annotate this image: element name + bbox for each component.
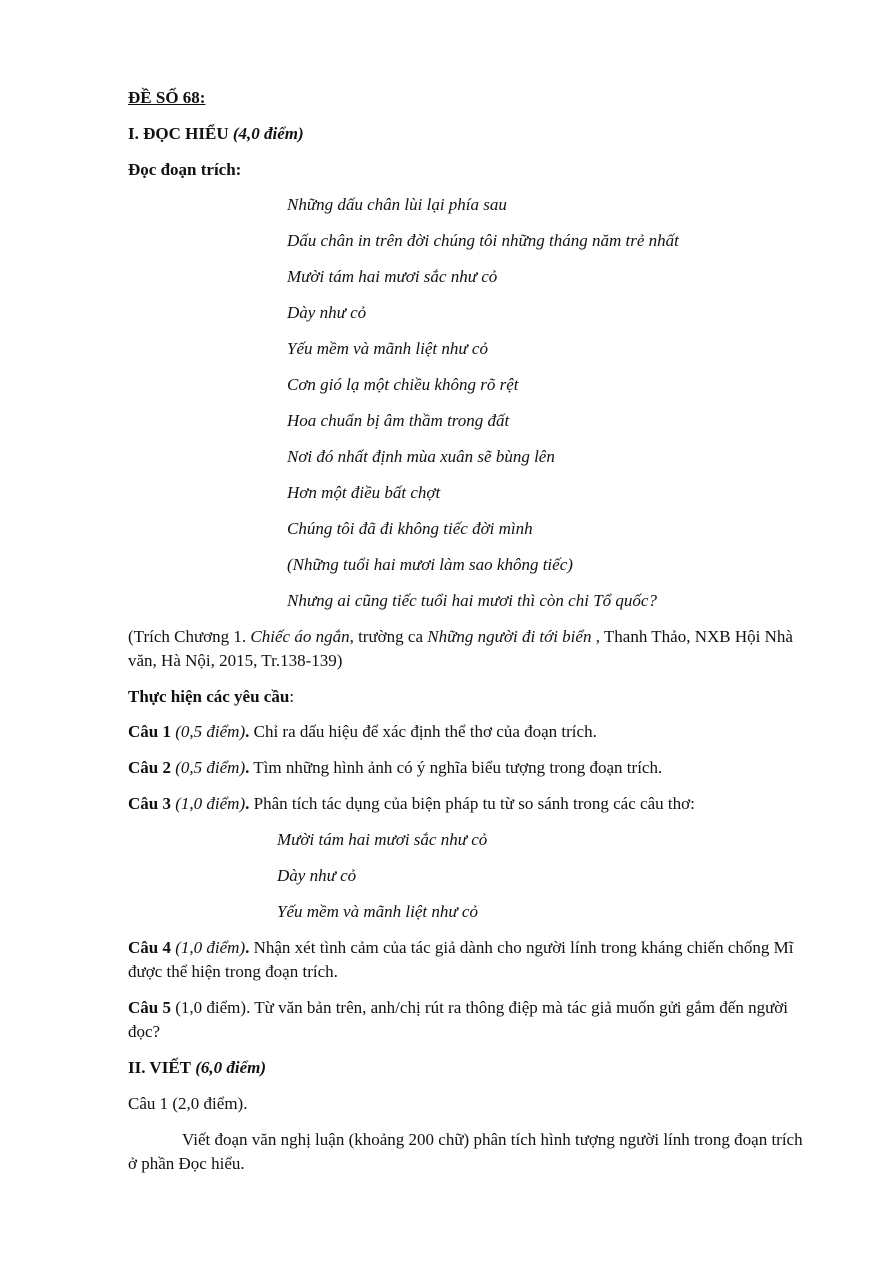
exam-title: ĐỀ SỐ 68: (128, 88, 206, 107)
section1-heading (128, 124, 304, 144)
question-label: Câu 5 (128, 998, 171, 1017)
question-dot: . (245, 794, 250, 813)
question-points: (1,0 điểm) (175, 998, 247, 1017)
question-points: (1,0 điểm) (175, 938, 246, 957)
question-dot: . (245, 758, 250, 777)
poem-line: Yếu mềm và mãnh liệt như cỏ (287, 339, 488, 358)
source-prefix: (Trích Chương 1. (128, 627, 251, 646)
section2-question-1-text: Viết đoạn văn nghị luận (khoảng 200 chữ) phân tích hình tượng người lính trong đoạn trích ở phần Đọc hiểu. (128, 1130, 803, 1173)
question-1 (128, 722, 597, 742)
read-label: Đọc đoạn trích: (128, 160, 242, 179)
question-label: Câu 2 (128, 758, 171, 777)
quote-line: Yếu mềm và mãnh liệt như cỏ (277, 902, 478, 921)
question-dot: . (245, 722, 250, 741)
poem-line: Mười tám hai mươi sắc như cỏ (287, 267, 498, 286)
tasks-label-colon: : (289, 687, 295, 706)
poem-line: Nhưng ai cũng tiếc tuổi hai mươi thì còn chi Tổ quốc? (287, 591, 657, 610)
poem-line: Những dấu chân lùi lại phía sau (287, 195, 507, 214)
poem-line: Dày như cỏ (287, 303, 367, 322)
question-text: . Từ văn bản trên, anh/chị rút ra thông điệp mà tác giả muốn gửi gắm đến người đọc? (128, 998, 788, 1041)
question-label: Câu 4 (128, 938, 171, 957)
poem-line: Nơi đó nhất định mùa xuân sẽ bùng lên (287, 447, 555, 466)
poem-line: Hoa chuẩn bị âm thầm trong đất (287, 411, 510, 430)
source-mid: , trường ca (349, 627, 428, 646)
question-text: Chỉ ra dấu hiệu để xác định thể thơ của đoạn trích. (249, 722, 597, 741)
poem-line: Hơn một điều bất chợt (287, 483, 441, 502)
poem-line: Cơn gió lạ một chiều không rõ rệt (287, 375, 519, 394)
question-5 (128, 996, 818, 1044)
poem-line: Dấu chân in trên đời chúng tôi những tháng năm trẻ nhất (287, 231, 679, 250)
section2-points: (6,0 điểm) (195, 1058, 267, 1077)
section2-title: II. VIẾT (128, 1058, 191, 1077)
question-label: Câu 1 (128, 722, 171, 741)
question-2 (128, 758, 662, 778)
source-work: Những người đi tới biển (427, 627, 592, 646)
question-points: (0,5 điểm) (175, 722, 246, 741)
source-citation (128, 625, 818, 673)
question-points: (0,5 điểm) (175, 758, 246, 777)
question-text: Nhận xét tình cảm của tác giả dành cho người lính trong kháng chiến chống Mĩ được thể hiện trong đoạn trích. (128, 938, 794, 981)
tasks-label-text: Thực hiện các yêu cầu (128, 687, 290, 706)
question-3 (128, 794, 695, 814)
question-text: Tìm những hình ảnh có ý nghĩa biểu tượng trong đoạn trích. (249, 758, 663, 777)
source-chapter: Chiếc áo ngắn (250, 627, 350, 646)
quote-line: Dày như cỏ (277, 866, 357, 885)
section1-points: (4,0 điểm) (232, 124, 304, 143)
section2-heading (128, 1058, 266, 1078)
source-suffix: , Thanh Thảo, NXB Hội Nhà văn, Hà Nội, 2015, Tr.138-139) (128, 627, 793, 670)
question-dot: . (245, 938, 250, 957)
question-points: (1,0 điểm) (175, 794, 246, 813)
question-text: Phân tích tác dụng của biện pháp tu từ so sánh trong các câu thơ: (249, 794, 695, 813)
question-label: Câu 3 (128, 794, 171, 813)
poem-line: Chúng tôi đã đi không tiếc đời mình (287, 519, 533, 538)
question-4 (128, 936, 818, 984)
section2-question-1-label: Câu 1 (2,0 điểm). (128, 1094, 248, 1113)
tasks-label (128, 687, 294, 707)
quote-line: Mười tám hai mươi sắc như cỏ (277, 830, 488, 849)
section1-title: I. ĐỌC HIỂU (128, 124, 229, 143)
poem-line: (Những tuổi hai mươi làm sao không tiếc) (287, 555, 573, 574)
